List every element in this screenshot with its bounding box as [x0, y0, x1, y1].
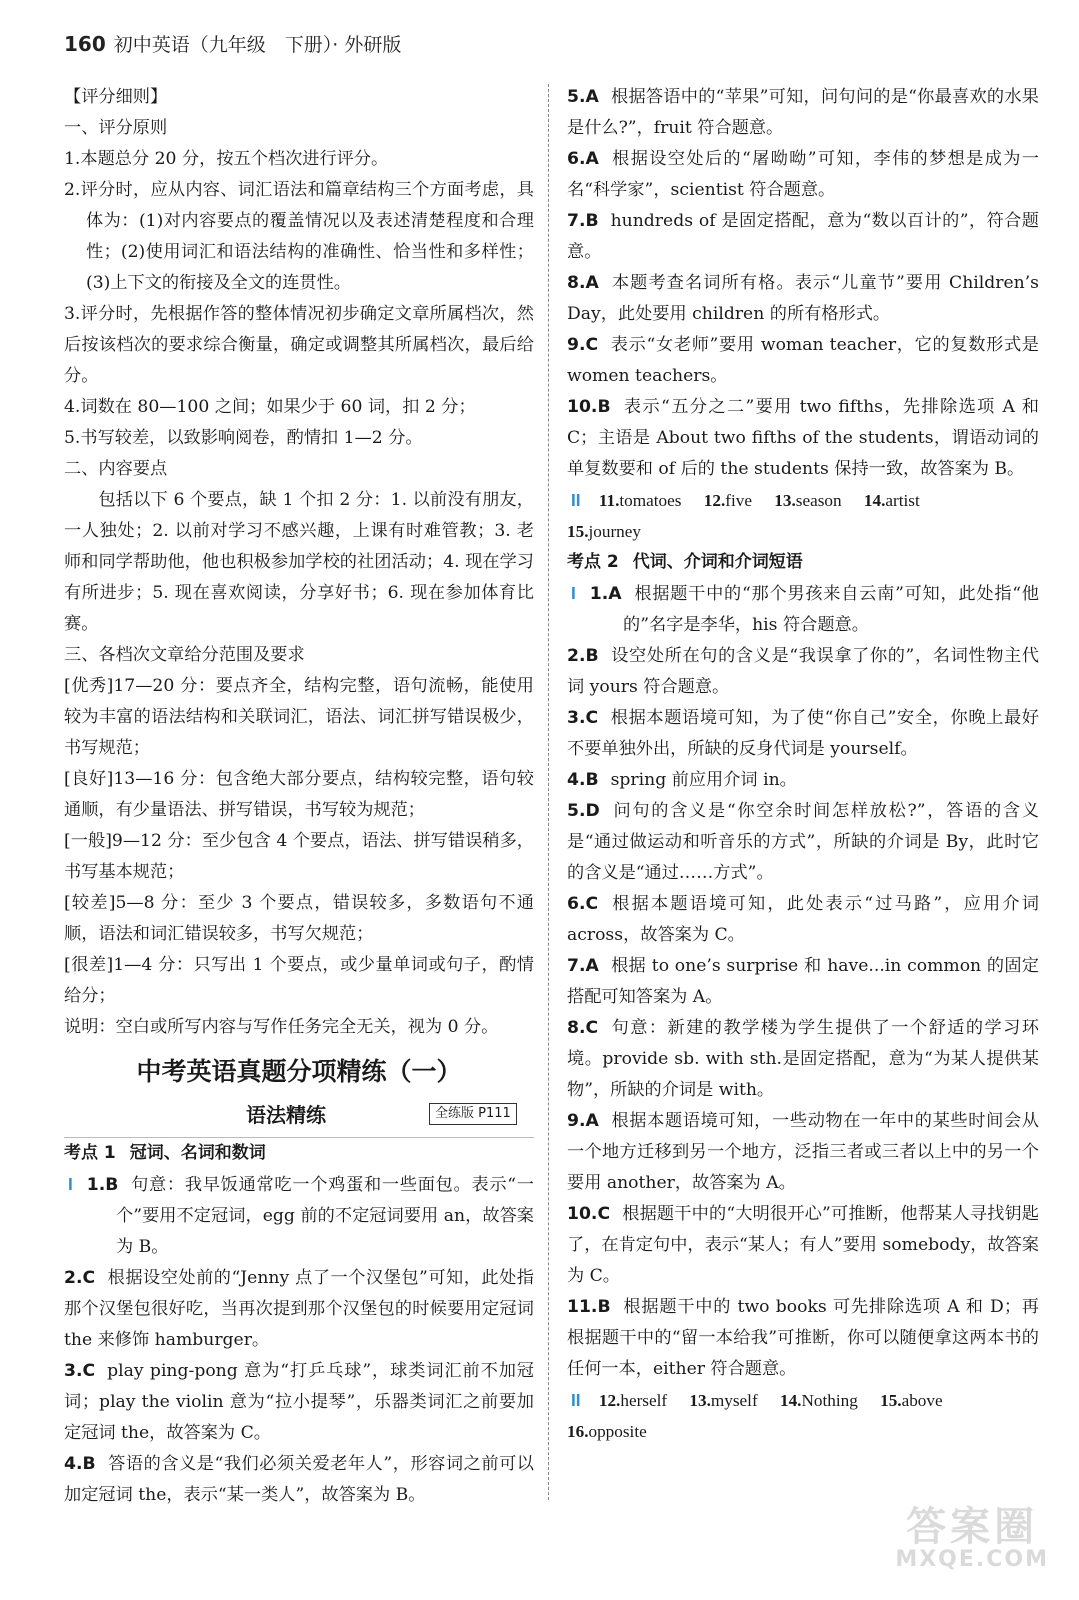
question-explanation: 根据设空处前的“Jenny 点了一个汉堡包”可知，此处指那个汉堡包很好吃，当再次提到那个汉堡包的时候要用定冠词 the 来修饰 hamburger。 — [64, 1268, 534, 1350]
part-marker: II — [571, 490, 581, 510]
topic-2-heading — [567, 547, 1039, 578]
fill-number: 13. — [689, 1391, 711, 1410]
question-explanation: 根据题干中的“大明很开心”可推断，他帮某人寻找钥匙了，在肯定句中，表示“某人；有人”要用 somebody，故答案为 C。 — [567, 1204, 1039, 1286]
content-text: 包括以下 6 个要点，缺 1 个扣 2 分：1. 以前没有朋友，一人独处；2. 以前对学习不感兴趣，上课有时难管教；3. 老师和同学帮助他，他也积极参加学校的社团活动；4. 现在学习有所进步；5. 现在喜欢阅读，分享好书；6. 现在参加体育比赛。 — [64, 490, 534, 634]
question-item — [567, 206, 1039, 268]
fill-number: 11. — [598, 491, 620, 510]
levels-heading: 三、各档次文章给分范围及要求 — [64, 645, 305, 665]
question-explanation: 句意：新建的教学楼为学生提供了一个舒适的学习环境。provide sb. with sth.是固定搭配，意为“为某人提供某物”，所缺的介词是 with。 — [567, 1018, 1039, 1100]
fill-answer — [599, 1391, 667, 1410]
fill-number: 15. — [880, 1391, 902, 1410]
question-item — [567, 578, 1039, 641]
question-number: 3.C — [567, 708, 599, 728]
question-item — [567, 1013, 1039, 1106]
topic-2-title: 代词、介词和介词短语 — [632, 552, 803, 572]
fill-word: above — [901, 1391, 943, 1410]
level-very-poor: [很差]1—4 分：只写出 1 个要点，或少量单词或句子，酌情给分； — [64, 955, 534, 1006]
question-number: 6.C — [567, 894, 599, 914]
topic-1-label: 考点 1 — [64, 1143, 116, 1163]
question-number: 11.B — [567, 1297, 611, 1317]
question-item — [64, 1169, 534, 1263]
question-number: 3.C — [64, 1361, 96, 1381]
principle-1: 1.本题总分 20 分，按五个档次进行评分。 — [64, 149, 389, 169]
question-explanation: 根据本题语境可知，一些动物在一年中的某些时间会从一个地方迁移到另一个地方，泛指三者或三者以上中的另一个要用 another，故答案为 A。 — [567, 1111, 1039, 1193]
right-column — [567, 82, 1039, 1447]
question-number: 2.C — [64, 1268, 96, 1288]
question-number: 4.B — [64, 1454, 96, 1474]
fill-answer — [599, 491, 682, 510]
fill-word: opposite — [588, 1422, 647, 1441]
question-number: 7.B — [567, 211, 599, 231]
question-explanation: 答语的含义是“我们必须关爱老年人”，形容词之前可以加定冠词 the，表示“某一类人”，故答案为 B。 — [64, 1454, 534, 1505]
fill-word: herself — [620, 1391, 668, 1410]
fill-number: 13. — [774, 491, 796, 510]
question-explanation: hundreds of 是固定搭配，意为“数以百计的”，符合题意。 — [567, 211, 1039, 262]
question-item — [64, 1449, 534, 1511]
level-excellent: [优秀]17—20 分：要点齐全，结构完整，语句流畅，能使用较为丰富的语法结构和关联词汇，语法、词汇拼写错误极少，书写规范； — [64, 676, 534, 758]
question-number: 5.D — [567, 801, 600, 821]
fill-number: 12. — [703, 491, 726, 510]
part-marker: II — [571, 1390, 581, 1410]
question-explanation: 句意：我早饭通常吃一个鸡蛋和一些面包。表示“一个”要用不定冠词，egg 前的不定冠词要用 an，故答案为 B。 — [116, 1175, 534, 1257]
question-explanation: 根据题干中的 two books 可先排除选项 A 和 D；再根据题干中的“留一本给我”可推断，你可以随便拿这两本书的任何一本，either 符合题意。 — [567, 1297, 1039, 1379]
fill-answer — [704, 491, 752, 510]
page-number: 160 — [64, 32, 106, 56]
principle-5: 5.书写较差，以致影响阅卷，酌情扣 1—2 分。 — [64, 428, 423, 448]
question-item — [567, 1199, 1039, 1292]
question-item — [567, 1106, 1039, 1199]
question-number: 10.C — [567, 1204, 611, 1224]
question-explanation: 根据 to one’s surprise 和 have...in common 的固定搭配可知答案为 A。 — [567, 956, 1039, 1007]
question-explanation: 根据设空处后的“屠呦呦”可知，李伟的梦想是成为一名“科学家”，scientist 符合题意。 — [567, 149, 1039, 200]
question-explanation: 根据答语中的“苹果”可知，问句问的是“你最喜欢的水果是什么?”，fruit 符合题意。 — [567, 87, 1039, 138]
fill-answers-row — [567, 516, 1039, 547]
question-explanation: 根据本题语境可知，为了使“你自己”安全，你晚上最好不要单独外出，所缺的反身代词是 yourself。 — [567, 708, 1039, 759]
question-item — [567, 1292, 1039, 1385]
page-reference: 全练版 P111 — [429, 1103, 517, 1125]
principle-3: 3.评分时，先根据作答的整体情况初步确定文章所属档次，然后按该档次的要求综合衡量，确定或调整其所属档次，最后给分。 — [64, 304, 534, 386]
fill-number: 16. — [567, 1422, 589, 1441]
level-fair: [一般]9—12 分：至少包含 4 个要点，语法、拼写错误稍多，书写基本规范； — [64, 831, 534, 882]
question-explanation: 问句的含义是“你空余时间怎样放松?”，答语的含义是“通过做运动和听音乐的方式”，所缺的介词是 By，此时它的含义是“通过……方式”。 — [567, 801, 1039, 883]
book-title: 初中英语（九年级 下册）· 外研版 — [113, 34, 402, 56]
question-item — [567, 796, 1039, 889]
fill-number: 14. — [863, 491, 886, 510]
fill-answer — [567, 1422, 647, 1441]
question-item — [567, 951, 1039, 1013]
sub-title: 语法精练 — [246, 1103, 326, 1127]
question-number: 9.C — [567, 335, 599, 355]
principle-4: 4.词数在 80—100 之间；如果少于 60 词，扣 2 分； — [64, 397, 476, 417]
question-item — [567, 641, 1039, 703]
question-item — [567, 703, 1039, 765]
topic-1-title: 冠词、名词和数词 — [129, 1143, 266, 1163]
site-watermark — [895, 1506, 1049, 1572]
topic-1-heading — [64, 1138, 534, 1169]
question-number: 5.A — [567, 87, 599, 107]
fill-answer — [567, 522, 641, 541]
watermark-logo-text: 答案圈 — [906, 1504, 1039, 1550]
question-explanation: spring 前应用介词 in。 — [610, 770, 797, 790]
page-header — [64, 30, 401, 64]
question-item — [567, 330, 1039, 392]
question-item — [64, 1263, 534, 1356]
question-item — [567, 765, 1039, 796]
question-number: 8.C — [567, 1018, 599, 1038]
question-item — [567, 889, 1039, 951]
question-explanation: play ping-pong 意为“打乒乓球”，球类词汇前不加冠词；play the violin 意为“拉小提琴”，乐器类词汇之前要加定冠词 the，故答案为 C。 — [64, 1361, 534, 1443]
fill-answer — [780, 1391, 858, 1410]
part-marker: I — [571, 583, 576, 603]
fill-answer — [689, 1391, 757, 1410]
question-explanation: 设空处所在句的含义是“我误拿了你的”，名词性物主代词 yours 符合题意。 — [567, 646, 1039, 697]
question-number: 6.A — [567, 149, 599, 169]
fill-word: journey — [588, 522, 641, 541]
question-number: 4.B — [567, 770, 599, 790]
rubric-title: 【评分细则】 — [64, 87, 168, 107]
question-number: 10.B — [567, 397, 611, 417]
principle-2: 2.评分时，应从内容、词汇语法和篇章结构三个方面考虑，具体为：(1)对内容要点的覆盖情况以及表述清楚程度和合理性；(2)使用词汇和语法结构的准确性、恰当性和多样性；(3)上下文的衔接及全文的连贯性。 — [64, 180, 534, 293]
fill-word: five — [725, 491, 752, 510]
question-item — [567, 82, 1039, 144]
rubric-note: 说明：空白或所写内容与写作任务完全无关，视为 0 分。 — [64, 1017, 499, 1037]
fill-word: Nothing — [801, 1391, 858, 1410]
question-explanation: 本题考查名词所有格。表示“儿童节”要用 Children’s Day，此处要用 children 的所有格形式。 — [567, 273, 1039, 324]
fill-answers-row — [567, 1416, 1039, 1447]
fill-answer — [880, 1391, 943, 1410]
question-explanation: 根据本题语境可知，此处表示“过马路”，应用介词 across，故答案为 C。 — [567, 894, 1039, 945]
topic-2-label: 考点 2 — [567, 552, 619, 572]
fill-word: tomatoes — [619, 491, 682, 510]
question-number: 1.B — [86, 1175, 119, 1195]
column-divider — [548, 84, 549, 1500]
fill-answers-row — [567, 1385, 1039, 1416]
left-column — [64, 82, 534, 1511]
question-item — [567, 144, 1039, 206]
question-number: 9.A — [567, 1111, 599, 1131]
question-number: 2.B — [567, 646, 599, 666]
question-number: 7.A — [567, 956, 599, 976]
part-marker: I — [68, 1174, 73, 1194]
watermark-url: MXQE.COM — [895, 1547, 1049, 1572]
fill-word: artist — [885, 491, 920, 510]
sub-title-row — [64, 1093, 534, 1137]
fill-word: myself — [710, 1391, 758, 1410]
level-good: [良好]13—16 分：包含绝大部分要点，结构较完整，语句较通顺，有少量语法、拼写错误，书写较为规范； — [64, 769, 534, 820]
fill-number: 15. — [567, 522, 589, 541]
level-poor: [较差]5—8 分：至少 3 个要点，错误较多，多数语句不通顺，语法和词汇错误较多，书写欠规范； — [64, 893, 534, 944]
question-item — [567, 268, 1039, 330]
fill-word: season — [795, 491, 842, 510]
fill-answers-row — [567, 485, 1039, 516]
question-item — [567, 392, 1039, 485]
fill-answer — [774, 491, 841, 510]
fill-answer — [864, 491, 920, 510]
section-title: 中考英语真题分项精练（一） — [136, 1057, 462, 1086]
principles-heading: 一、评分原则 — [64, 118, 168, 138]
question-number: 8.A — [567, 273, 599, 293]
content-heading: 二、内容要点 — [64, 459, 168, 479]
fill-number: 12. — [598, 1391, 621, 1410]
fill-number: 14. — [779, 1391, 802, 1410]
question-explanation: 根据题干中的“那个男孩来自云南”可知，此处指“他的”名字是李华，his 符合题意。 — [623, 584, 1039, 635]
question-explanation: 表示“女老师”要用 woman teacher，它的复数形式是 women teachers。 — [567, 335, 1039, 386]
question-item — [64, 1356, 534, 1449]
question-explanation: 表示“五分之二”要用 two fifths，先排除选项 A 和 C；主语是 About two fifths of the students，谓语动词的单复数要和 of 后的 the students 保持一致，故答案为 B。 — [567, 397, 1039, 479]
question-number: 1.A — [589, 584, 622, 604]
